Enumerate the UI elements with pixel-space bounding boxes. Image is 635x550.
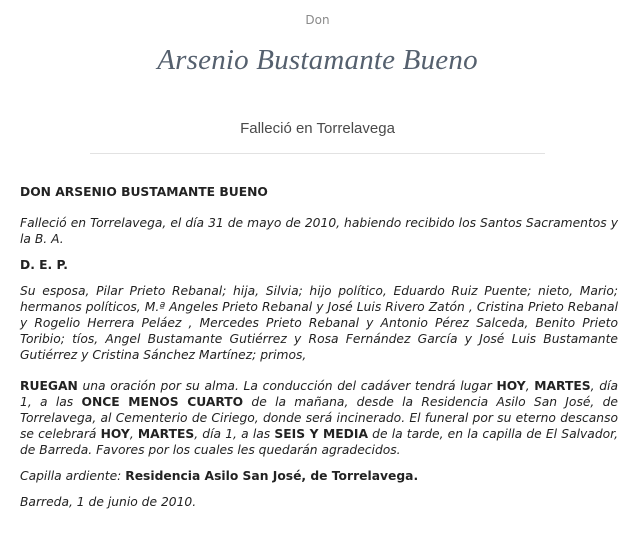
divider — [90, 153, 545, 154]
ceremony-text: , — [129, 427, 138, 441]
ceremony-text: , día 1, a las — [194, 427, 275, 441]
chapel-line — [20, 468, 618, 484]
obituary-body — [20, 184, 618, 510]
ceremony-text: , día 1, a las — [20, 379, 618, 409]
ceremony-text: de la tarde, en la capilla de El Salvador, de Barreda. Favores por los cuales les quedarán agradecidos. — [20, 427, 618, 457]
dep-line: D. E. P. — [20, 258, 68, 272]
family-list: Su esposa, Pilar Prieto Rebanal; hija, Silvia; hijo político, Eduardo Ruiz Puente; nieto, Mario; hermanos políticos, M.ª Angeles Prieto Rebanal y José Luis Rivero Zatón , Cristina Prieto Rebanal y Rogelio Herrera Peláez , Mercedes Prieto Rebanal y Antonio Pérez Salceda, Benito Prieto Toribio; tíos, Angel Bustamante Gutiérrez y Rosa Fernández García y José Luis Bustamante Gutiérrez y Cristina Sánchez Martínez; primos, — [20, 284, 618, 362]
hoy-word: HOY — [496, 379, 526, 393]
chapel-place: Residencia Asilo San José, de Torrelavega — [125, 469, 414, 483]
place-date: Barreda, 1 de junio de 2010. — [20, 495, 197, 509]
death-notice: Falleció en Torrelavega, el día 31 de mayo de 2010, habiendo recibido los Santos Sacramentos y la B. A. — [20, 216, 618, 246]
ceremony-paragraph — [20, 378, 618, 458]
ceremony-text: una oración por su alma. La conducción del cadáver tendrá lugar — [77, 379, 497, 393]
chapel-end: . — [413, 469, 419, 483]
obituary-heading: DON ARSENIO BUSTAMANTE BUENO — [20, 185, 268, 199]
martes-word: MARTES — [534, 379, 591, 393]
chapel-label: Capilla ardiente: — [20, 469, 126, 483]
conduction-time: ONCE MENOS CUARTO — [81, 395, 244, 409]
subtitle: Falleció en Torrelavega — [240, 120, 395, 137]
deceased-name: Arsenio Bustamante Bueno — [157, 44, 478, 76]
ruegan-word: RUEGAN — [20, 379, 78, 393]
martes-word: MARTES — [137, 427, 195, 441]
ceremony-text: , — [525, 379, 535, 393]
ceremony-text: de la mañana, desde la Residencia Asilo San José, de Torrelavega, al Cementerio de Ciriego, donde será incinerado. El funeral por su eterno descanso se celebrará — [20, 395, 618, 441]
funeral-time: SEIS Y MEDIA — [274, 427, 368, 441]
honorific: Don — [305, 13, 330, 27]
hoy-word: HOY — [100, 427, 130, 441]
